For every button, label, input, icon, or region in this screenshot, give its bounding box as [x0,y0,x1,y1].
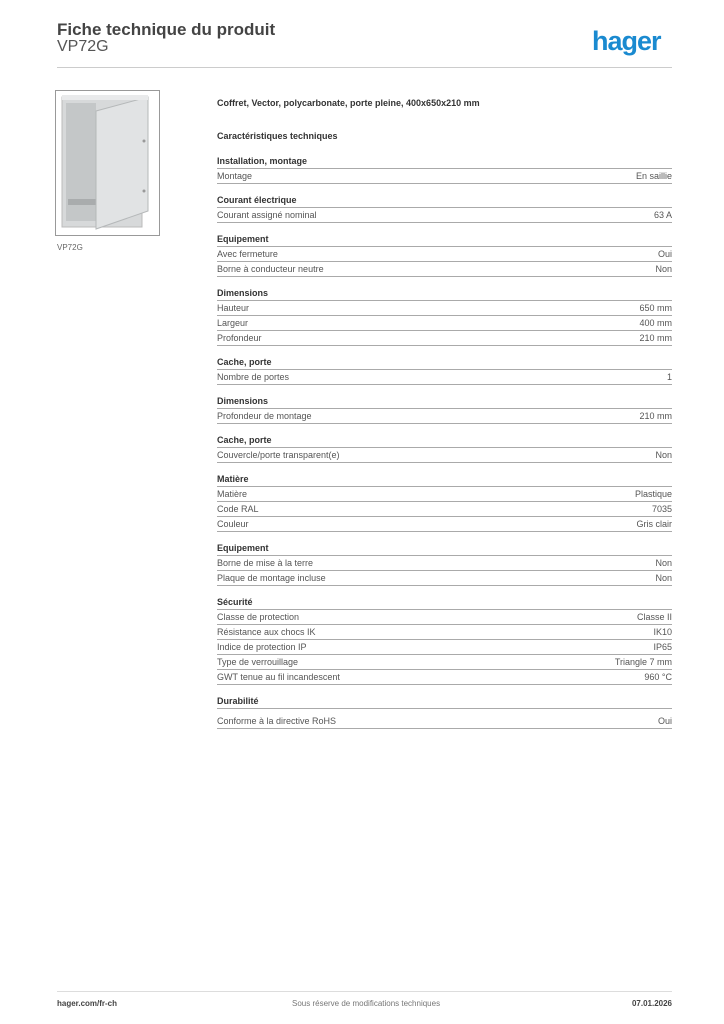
spec-value: 400 mm [639,318,672,328]
spec-label: GWT tenue au fil incandescent [217,672,340,682]
spec-label: Classe de protection [217,612,300,622]
product-image [55,90,160,236]
spec-value: 7035 [651,504,672,514]
spec-section [217,232,672,277]
spec-row [217,262,672,277]
spec-row [217,169,672,184]
specs-heading: Caractéristiques techniques [217,131,338,141]
section-heading: Durabilité [217,694,672,709]
spec-value: Non [655,264,672,274]
spec-row [217,370,672,385]
spec-section [217,472,672,532]
spec-section [217,541,672,586]
section-heading: Sécurité [217,595,672,610]
spec-section [217,355,672,385]
spec-value: En saillie [635,171,672,181]
spec-label: Indice de protection IP [217,642,307,652]
spec-row [217,502,672,517]
spec-row [217,301,672,316]
spec-row [217,316,672,331]
spec-section [217,433,672,463]
spec-row [217,714,672,729]
section-heading: Cache, porte [217,355,672,370]
spec-row [217,571,672,586]
spec-section [217,394,672,424]
spec-value: 210 mm [639,333,672,343]
spec-row [217,625,672,640]
spec-label: Largeur [217,318,249,328]
section-heading: Dimensions [217,286,672,301]
spec-value: Non [655,573,672,583]
spec-label: Courant assigné nominal [217,210,317,220]
spec-value: Classe II [636,612,672,622]
spec-section [217,154,672,184]
spec-row [217,208,672,223]
spec-row [217,670,672,685]
spec-label: Couleur [217,519,249,529]
header-divider [57,67,672,68]
footer-notice: Sous réserve de modifications techniques [292,999,441,1008]
spec-label: Résistance aux chocs IK [217,627,316,637]
spec-label: Plaque de montage incluse [217,573,326,583]
enclosure-image-icon [56,91,159,235]
spec-label: Hauteur [217,303,250,313]
spec-label: Code RAL [217,504,259,514]
footer-date: 07.01.2026 [631,999,672,1008]
section-heading: Equipement [217,541,672,556]
spec-value: Non [655,450,672,460]
spec-row [217,247,672,262]
spec-label: Borne à conducteur neutre [217,264,324,274]
section-heading: Cache, porte [217,433,672,448]
spec-value: Triangle 7 mm [614,657,672,667]
spec-label: Type de verrouillage [217,657,299,667]
spec-label: Nombre de portes [217,372,290,382]
spec-label: Avec fermeture [217,249,278,259]
spec-label: Conforme à la directive RoHS [217,716,337,726]
spec-value: Oui [657,716,672,726]
spec-value: Oui [657,249,672,259]
spec-row [217,610,672,625]
spec-label: Montage [217,171,253,181]
spec-label: Borne de mise à la terre [217,558,314,568]
spec-row [217,655,672,670]
section-heading: Dimensions [217,394,672,409]
spec-section [217,193,672,223]
hager-logo: hager [592,26,661,56]
spec-value: IK10 [653,627,672,637]
section-heading: Matière [217,472,672,487]
spec-row [217,556,672,571]
product-description: Coffret, Vector, polycarbonate, porte pleine, 400x650x210 mm [217,98,480,108]
spec-value: 63 A [653,210,672,220]
footer-website-link[interactable]: hager.com/fr-ch [57,999,118,1008]
spec-value: 1 [666,372,672,382]
spec-section [217,595,672,685]
spec-value: Gris clair [636,519,672,529]
spec-row [217,331,672,346]
section-heading: Courant électrique [217,193,672,208]
spec-value: Non [655,558,672,568]
spec-label: Profondeur de montage [217,411,312,421]
spec-value: 210 mm [639,411,672,421]
spec-value: IP65 [653,642,672,652]
footer-divider [57,991,672,992]
spec-label: Profondeur [217,333,262,343]
image-caption: VP72G [57,243,83,252]
section-heading: Installation, montage [217,154,672,169]
spec-section [217,286,672,346]
section-heading: Equipement [217,232,672,247]
spec-value: 650 mm [639,303,672,313]
spec-row [217,487,672,502]
page-title: Fiche technique du produit [57,20,276,39]
spec-label: Matière [217,489,248,499]
product-code: VP72G [57,38,109,55]
spec-value: 960 °C [644,672,672,682]
spec-value: Plastique [634,489,672,499]
spec-section [217,694,672,729]
spec-content [217,96,672,738]
spec-row [217,448,672,463]
spec-row [217,517,672,532]
spec-label: Couvercle/porte transparent(e) [217,450,340,460]
spec-row [217,640,672,655]
spec-row [217,409,672,424]
